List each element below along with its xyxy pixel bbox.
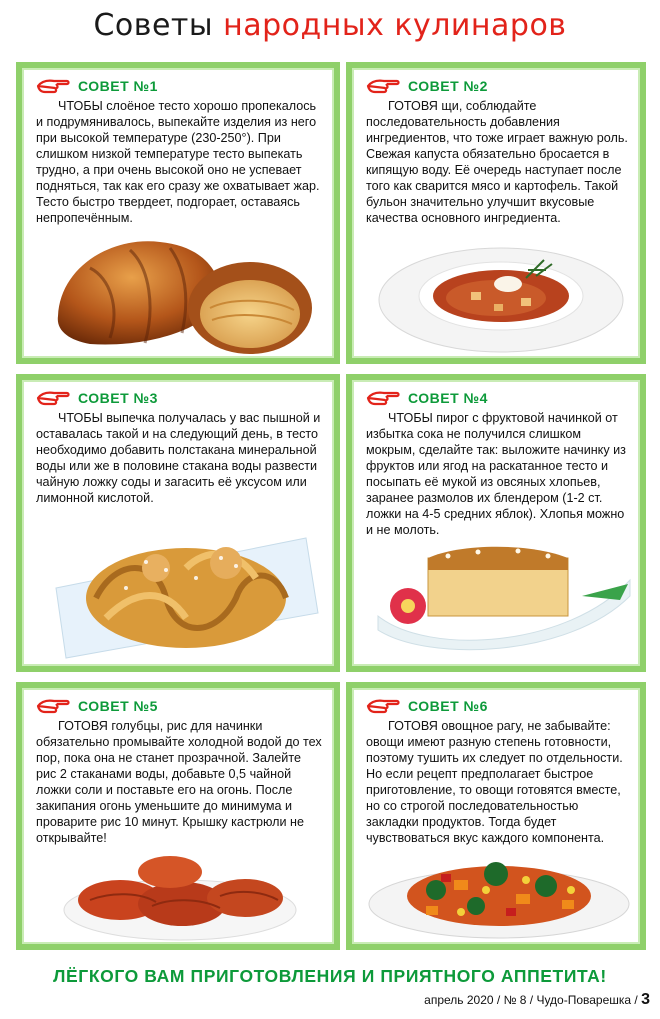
issue-text: апрель 2020 / № 8 / Чудо-Поварешка / xyxy=(424,993,642,1007)
tip-label: СОВЕТ №6 xyxy=(408,698,488,714)
vegetable-stew-image xyxy=(366,850,632,942)
tip-text xyxy=(36,410,322,506)
page-title-part1: Советы xyxy=(93,8,214,43)
tip-label: СОВЕТ №5 xyxy=(78,698,158,714)
tip-lead-word: ГОТОВЯ xyxy=(388,99,438,113)
page-number: 3 xyxy=(641,991,650,1008)
page-title xyxy=(0,6,660,46)
tip-label: СОВЕТ №1 xyxy=(78,78,158,94)
footer-issue-info xyxy=(424,991,650,1009)
tip-text xyxy=(366,98,628,226)
tip-header xyxy=(36,696,158,716)
tip-card-5 xyxy=(16,682,340,950)
tip-text xyxy=(36,98,322,226)
tip-card-4 xyxy=(346,374,646,672)
pointing-hand-icon xyxy=(36,389,70,407)
tip-card-3 xyxy=(16,374,340,672)
footer-slogan: ЛЁГКОГО ВАМ ПРИГОТОВЛЕНИЯ И ПРИЯТНОГО АППЕТИТА! xyxy=(53,966,607,986)
tip-body: выпечка получалась у вас пышной и оставалась такой и на следующий день, в тесто необходимо добавить полстакана минеральной воды или же в половине стакана воды развести чайную ложку соды и загасить её уксусом или лимонной кислотой. xyxy=(36,411,321,505)
cabbage-rolls-image xyxy=(60,848,300,944)
tip-text xyxy=(36,718,322,846)
tip-body: голубцы, рис для начинки обязательно промывайте холодной водой до тех пор, пока она не станет прозрачной. Залейте рис 2 стаканами воды, добавьте 0,5 чайной ложки соли и поставьте его на огонь. После закипания огонь уменьшите до минимума и проварите рис 10 минут. Крышку кастрюли не открывайте! xyxy=(36,719,322,845)
pointing-hand-icon xyxy=(366,77,400,95)
tip-card-1 xyxy=(16,62,340,364)
soup-bowl-image xyxy=(376,240,626,358)
tip-label: СОВЕТ №4 xyxy=(408,390,488,406)
tip-header xyxy=(366,388,488,408)
tip-text xyxy=(366,718,628,846)
braided-bun-image xyxy=(36,518,332,666)
tip-label: СОВЕТ №3 xyxy=(78,390,158,406)
tip-text xyxy=(366,410,628,538)
tip-card-2 xyxy=(346,62,646,364)
croissant-image xyxy=(50,228,320,358)
fruit-pie-image xyxy=(368,536,638,656)
pointing-hand-icon xyxy=(366,389,400,407)
tip-lead-word: ЧТОБЫ xyxy=(388,411,433,425)
tip-label: СОВЕТ №2 xyxy=(408,78,488,94)
page-title-part2: народных кулинаров xyxy=(223,8,567,43)
tip-body: овощное рагу, не забывайте: овощи имеют разную степень готовности, поэтому тушить их следует по отдельности. Но если рецепт предполагает быстрое приготовление, то овощи готовятся вместе, но со строгой последовательностью закладки продуктов. Тогда будет чувствоваться вкус каждого компонента. xyxy=(366,719,623,845)
tip-lead-word: ЧТОБЫ xyxy=(58,99,103,113)
tip-lead-word: ЧТОБЫ xyxy=(58,411,103,425)
tip-header xyxy=(366,76,488,96)
pointing-hand-icon xyxy=(36,697,70,715)
tip-lead-word: ГОТОВЯ xyxy=(58,719,108,733)
tip-body: слоёное тесто хорошо пропекалось и подрумянивалось, выпекайте изделия из него при высокой температуре (230-250°). При слишком низкой температуре тесто выпекать трудно, а при очень высокой оно не успевает подняться, так как его сразу же охватывает жар. Тесто быстро твердеет, подгорает, оставаясь непропечённым. xyxy=(36,99,320,225)
tip-header xyxy=(36,388,158,408)
tip-body: щи, соблюдайте последовательность добавления ингредиентов, что тоже играет важную роль. Свежая капуста обязательно бросается в кипящую воду. Её очередь наступает после того как сварится мясо и картофель. Такой бульон значительно улучшит вкусовые качества основного ингредиента. xyxy=(366,99,628,225)
tip-body: пирог с фруктовой начинкой от избытка сока не получился слишком мокрым, сделайте так: выложите начинку из фруктов или ягод на раскатанное тесто и посыпать её мукой из овсяных хлопьев, заранее размолов их блендером (1-2 ст. ложки на 4-5 средних яблок). Хлопья можно и не молоть. xyxy=(366,411,626,537)
tip-header xyxy=(36,76,158,96)
pointing-hand-icon xyxy=(366,697,400,715)
tip-card-6 xyxy=(346,682,646,950)
pointing-hand-icon xyxy=(36,77,70,95)
tip-header xyxy=(366,696,488,716)
tip-lead-word: ГОТОВЯ xyxy=(388,719,438,733)
